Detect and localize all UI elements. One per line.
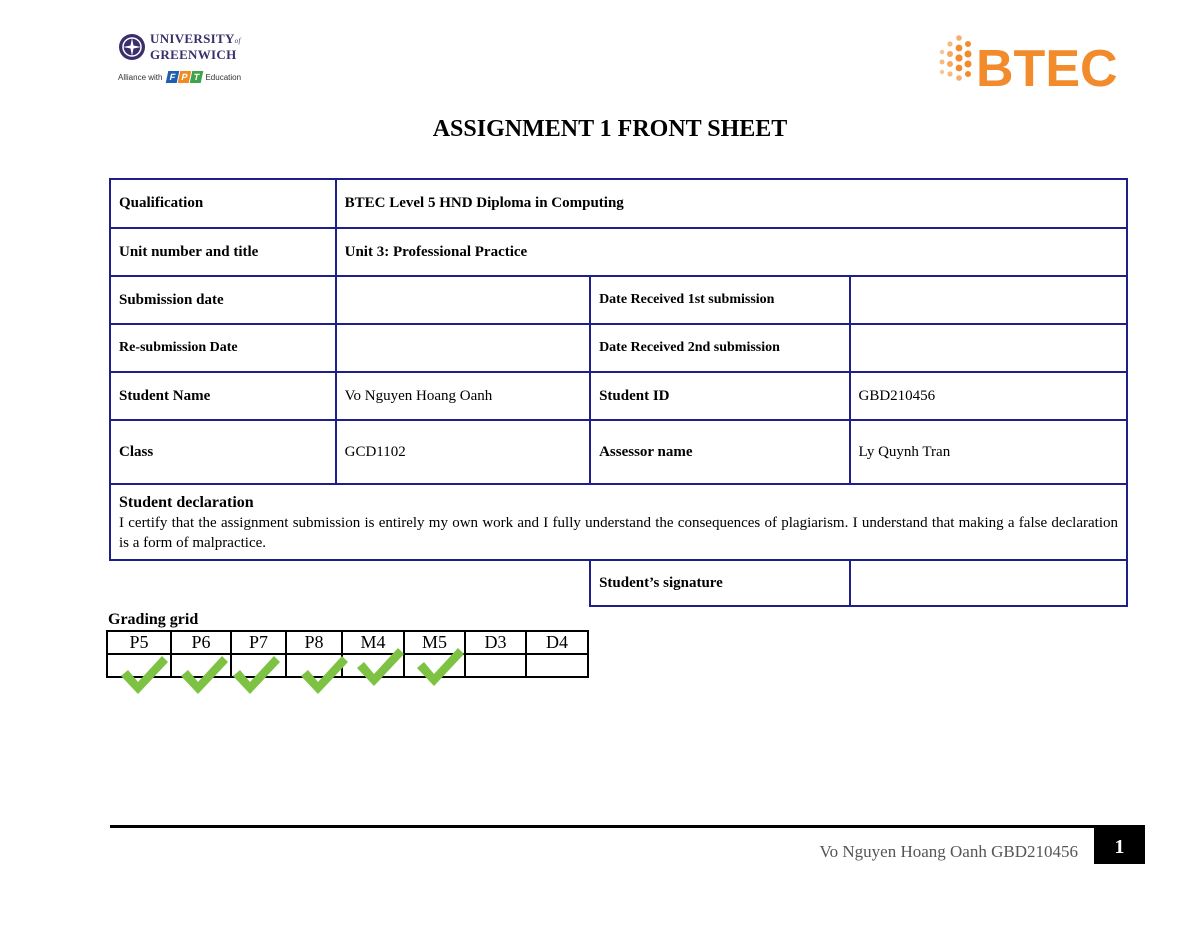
fpt-letter-t: T	[190, 71, 204, 83]
front-sheet-table	[109, 178, 1128, 607]
greenwich-word: GREENWICH	[150, 47, 237, 62]
resubmission-date-row	[110, 324, 1127, 372]
fpt-letter-p: P	[178, 71, 192, 83]
unit-label: Unit number and title	[110, 228, 336, 276]
resubmission-date-label: Re-submission Date	[110, 324, 336, 372]
criterion-p8: P8	[286, 631, 342, 654]
greenwich-seal-icon	[118, 33, 146, 61]
criterion-p6: P6	[171, 631, 231, 654]
checkmark-icon	[354, 644, 406, 688]
signature-row	[110, 560, 1127, 606]
footer-author: Vo Nguyen Hoang Oanh GBD210456	[819, 842, 1078, 861]
assessor-value: Ly Quynh Tran	[850, 420, 1127, 484]
signature-value[interactable]	[850, 560, 1127, 606]
submission-date-value	[336, 276, 590, 324]
submission-date-label: Submission date	[110, 276, 336, 324]
qualification-row	[110, 179, 1127, 228]
checkmark-icon	[230, 652, 282, 696]
class-label: Class	[110, 420, 336, 484]
class-row	[110, 420, 1127, 484]
criterion-m5: M5	[404, 631, 465, 654]
education-text: Education	[205, 72, 242, 82]
btec-logo	[936, 30, 1126, 94]
grading-criteria-row	[107, 631, 588, 654]
declaration-title: Student declaration	[119, 493, 254, 511]
footer-divider	[110, 825, 1145, 828]
qualification-label: Qualification	[110, 179, 336, 228]
unit-value: Unit 3: Professional Practice	[336, 228, 1127, 276]
date-received-2-value	[850, 324, 1127, 372]
btec-wordmark: BTEC	[976, 40, 1118, 94]
criterion-p5: P5	[107, 631, 171, 654]
date-received-1-label: Date Received 1st submission	[590, 276, 849, 324]
page-number: 1	[1094, 827, 1145, 864]
university-word: UNIVERSITY	[150, 31, 235, 46]
resubmission-date-value	[336, 324, 590, 372]
mark-cell	[465, 654, 526, 677]
student-id-value: GBD210456	[850, 372, 1127, 420]
criterion-p7: P7	[231, 631, 286, 654]
university-of-greenwich-logo	[118, 32, 278, 94]
criterion-m4: M4	[342, 631, 404, 654]
student-name-label: Student Name	[110, 372, 336, 420]
student-row	[110, 372, 1127, 420]
criterion-d4: D4	[526, 631, 588, 654]
checkmark-icon	[178, 652, 230, 696]
student-name-value: Vo Nguyen Hoang Oanh	[336, 372, 590, 420]
assessor-label: Assessor name	[590, 420, 849, 484]
date-received-2-label: Date Received 2nd submission	[590, 324, 849, 372]
mark-cell	[526, 654, 588, 677]
declaration-row	[110, 484, 1127, 560]
university-of-word: of	[234, 37, 241, 45]
checkmark-icon	[414, 644, 466, 688]
fpt-letter-f: F	[166, 71, 180, 83]
class-value: GCD1102	[336, 420, 590, 484]
alliance-with-text: Alliance with	[118, 72, 163, 82]
btec-dots-icon	[940, 35, 972, 81]
unit-row	[110, 228, 1127, 276]
date-received-1-value	[850, 276, 1127, 324]
qualification-value: BTEC Level 5 HND Diploma in Computing	[336, 179, 1127, 228]
checkmark-icon	[298, 652, 350, 696]
submission-date-row	[110, 276, 1127, 324]
criterion-d3: D3	[465, 631, 526, 654]
checkmark-icon	[118, 652, 170, 696]
signature-label: Student’s signature	[590, 560, 849, 606]
student-declaration	[110, 484, 1127, 560]
student-id-label: Student ID	[590, 372, 849, 420]
grading-grid-label: Grading grid	[108, 611, 199, 628]
declaration-text: I certify that the assignment submission is entirely my own work and I fully understand the consequences of plagiarism. I understand that making a false declaration is a form of malpractice.	[119, 514, 1118, 551]
fpt-alliance	[118, 71, 278, 83]
page-title: ASSIGNMENT 1 FRONT SHEET	[432, 116, 788, 142]
